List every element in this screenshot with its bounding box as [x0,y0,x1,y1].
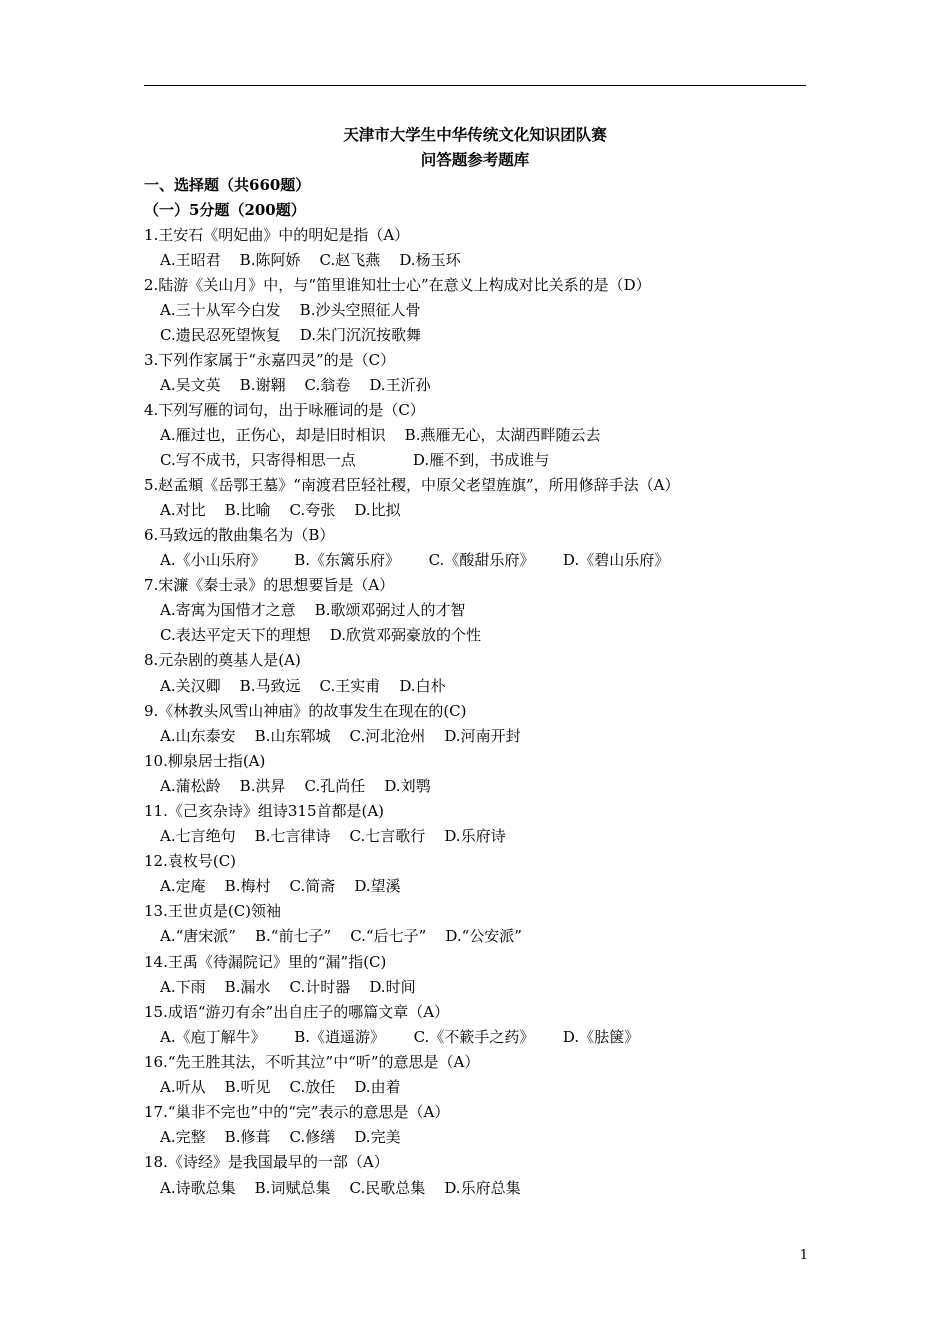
question-2: 2.陆游《关山月》中，与“笛里谁知壮士心”在意义上构成对比关系的是（D） [144,276,651,294]
options-12: A.定庵 B.梅村 C.简斋 D.望溪 [160,877,401,895]
options-7a: A.寄寓为国惜才之意 B.歌颂邓弼过人的才智 [160,601,466,619]
options-1: A.王昭君 B.陈阿娇 C.赵飞燕 D.杨玉环 [160,251,461,269]
question-6: 6.马致远的散曲集名为（B） [144,526,335,544]
options-8: A.关汉卿 B.马致远 C.王实甫 D.白朴 [160,677,446,695]
question-10: 10.柳泉居士指(A) [144,752,266,770]
question-15: 15.成语“游刃有余”出自庄子的哪篇文章（A） [144,1003,450,1021]
options-7b: C.表达平定天下的理想 D.欣赏邓弼豪放的个性 [160,626,482,644]
question-18: 18.《诗经》是我国最早的一部（A） [144,1153,389,1171]
question-4: 4.下列写雁的词句，出于咏雁词的是（C） [144,401,425,419]
question-12: 12.袁枚号(C) [144,852,237,870]
question-7: 7.宋濂《秦士录》的思想要旨是（A） [144,576,395,594]
question-17: 17.“巢非不完也”中的“完”表示的意思是（A） [144,1103,450,1121]
options-18: A.诗歌总集 B.词赋总集 C.民歌总集 D.乐府总集 [160,1179,521,1197]
options-2a: A.三十从军今白发 B.沙头空照征人骨 [160,301,421,319]
question-5: 5.赵孟頫《岳鄂王墓》“南渡君臣轻社稷，中原父老望旌旗”，所用修辞手法（A） [144,476,680,494]
question-9: 9.《林教头风雪山神庙》的故事发生在现在的(C) [144,702,467,720]
question-3: 3.下列作家属于“永嘉四灵”的是（C） [144,351,396,369]
section-heading: 一、选择题（共660题） [144,176,311,194]
subsection-heading: （一）5分题（200题） [144,201,306,219]
question-11: 11.《己亥杂诗》组诗315首都是(A) [144,802,385,820]
question-13: 13.王世贞是(C)领袖 [144,902,282,920]
question-14: 14.王禹《待漏院记》里的“漏”指(C) [144,953,387,971]
options-17: A.完整 B.修葺 C.修缮 D.完美 [160,1128,401,1146]
options-10: A.蒲松龄 B.洪昇 C.孔尚任 D.刘鹗 [160,777,431,795]
options-5: A.对比 B.比喻 C.夸张 D.比拟 [160,501,401,519]
header-rule [144,85,806,86]
question-1: 1.王安石《明妃曲》中的明妃是指（A） [144,226,410,244]
options-15: A.《庖丁解牛》 B.《逍遥游》 C.《不簌手之药》 D.《胠箧》 [160,1028,640,1046]
document-title: 天津市大学生中华传统文化知识团队赛 [343,125,607,144]
options-6: A.《小山乐府》 B.《东篱乐府》 C.《酸甜乐府》 D.《碧山乐府》 [160,551,670,569]
document-subtitle: 问答题参考题库 [420,150,530,169]
options-3: A.吴文英 B.谢翱 C.翁卷 D.王沂孙 [160,376,431,394]
options-16: A.听从 B.听见 C.放任 D.由着 [160,1078,401,1096]
options-13: A.“唐宋派” B.“前七子” C.“后七子” D.“公安派” [160,927,522,945]
options-14: A.下雨 B.漏水 C.计时器 D.时间 [160,978,416,996]
question-16: 16.“先王胜其法，不听其泣”中“听”的意思是（A） [144,1053,480,1071]
options-9: A.山东泰安 B.山东郓城 C.河北沧州 D.河南开封 [160,727,521,745]
options-4b: C.写不成书，只寄得相思一点 D.雁不到，书成谁与 [160,451,550,469]
options-2b: C.遗民忍死望恢复 D.朱门沉沉按歌舞 [160,326,422,344]
question-8: 8.元杂剧的奠基人是(A) [144,651,301,669]
options-4a: A.雁过也，正伤心，却是旧时相识 B.燕雁无心，太湖西畔随云去 [160,426,601,444]
page-number: 1 [799,1248,808,1263]
options-11: A.七言绝句 B.七言律诗 C.七言歌行 D.乐府诗 [160,827,506,845]
